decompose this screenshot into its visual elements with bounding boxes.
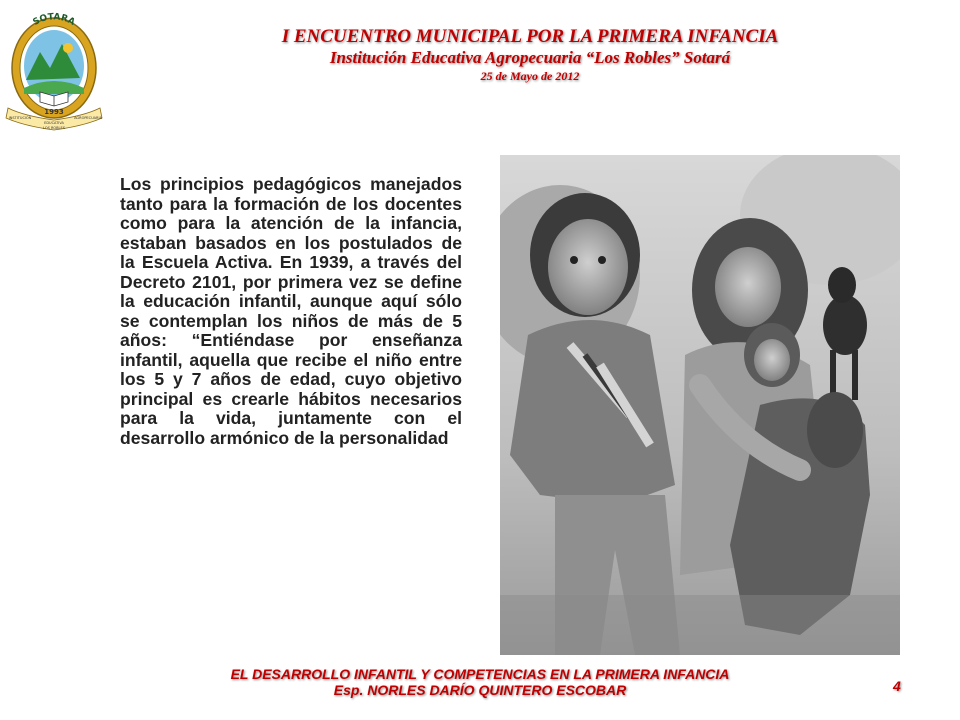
emblem-ribbon-left: INSTITUCIÓN bbox=[8, 116, 32, 120]
emblem-ribbon-right: AGROPECUARIA bbox=[74, 116, 102, 120]
footer-line1: EL DESARROLLO INFANTIL Y COMPETENCIAS EN LA PRIMERA INFANCIA bbox=[230, 666, 730, 682]
emblem-year: 1993 bbox=[44, 108, 64, 116]
children-with-goat-photo bbox=[500, 155, 900, 655]
footer-line2: Esp. NORLES DARÍO QUINTERO ESCOBAR bbox=[333, 682, 627, 698]
slide-header bbox=[150, 26, 910, 84]
header-date: 25 de Mayo de 2012 bbox=[480, 69, 580, 83]
body-paragraph: Los principios pedagógicos manejados tanto para la formación de los docentes como para la atención de la infancia, estaban basados en los postulados de la Escuela Activa. En 1939, a través del Decreto 2101, por primera vez se define la educación infantil, aunque aquí sólo se contemplan los niños de más de 5 años: “Entiéndase por enseñanza infantil, aquella que recibe el niño entre los 5 y 7 años de edad, cuyo objetivo principal es crearle hábitos necesarios para la vida, juntamente con el desarrollo armónico de la personalidad bbox=[120, 174, 462, 448]
emblem-ribbon-center: EDUCATIVA bbox=[44, 121, 64, 125]
header-title: I ENCUENTRO MUNICIPAL POR LA PRIMERA INFANCIA bbox=[281, 26, 779, 47]
emblem-top-text: SOTARA bbox=[31, 12, 77, 28]
municipal-emblem bbox=[4, 8, 104, 136]
slide-footer bbox=[150, 666, 810, 698]
municipal-shield-icon bbox=[4, 8, 104, 136]
emblem-ribbon-bottom: LOS ROBLES bbox=[43, 126, 65, 130]
header-subtitle: Institución Educativa Agropecuaria “Los Robles” Sotará bbox=[329, 48, 731, 67]
page-number: 4 bbox=[893, 678, 901, 694]
children-photo bbox=[500, 155, 900, 655]
